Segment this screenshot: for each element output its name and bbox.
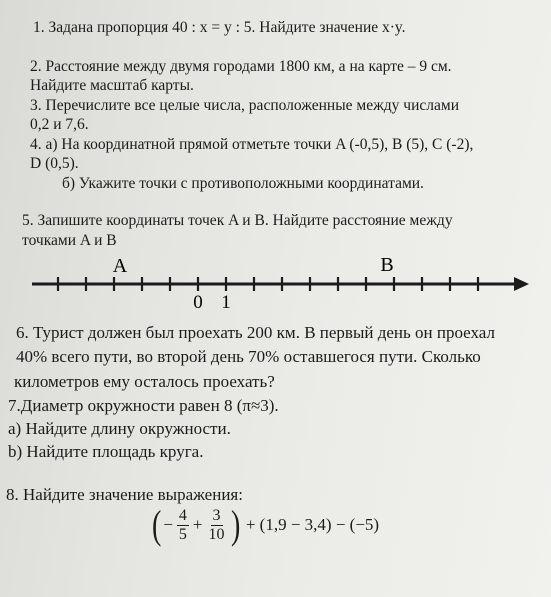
expression-tail: + (1,9 − 3,4) − (−5): [245, 515, 380, 534]
fraction-2-denominator: 10: [208, 525, 225, 543]
task-8: 8. Найдите значение выражения:: [6, 485, 243, 504]
task-3-line-2: 0,2 и 7,6.: [30, 116, 89, 133]
task-6-line-1: 6. Турист должен был проехать 200 км. В первый день он проехал: [16, 323, 495, 342]
tick-label-zero: 0: [193, 292, 203, 313]
task-7b: b) Найдите площадь круга.: [8, 442, 204, 461]
task-2-line-1: 2. Расстояние между двумя городами 1800 км, а на карте – 9 см.: [30, 58, 452, 75]
tick-label-one: 1: [221, 292, 231, 313]
task-4-line-3: б) Укажите точки с противоположными координатами.: [62, 175, 424, 192]
task-4-line-2: D (0,5).: [30, 155, 79, 172]
fraction-three-tenths: [207, 507, 227, 544]
fraction-four-fifths: [177, 507, 189, 544]
task-5-line-2: точками A и B: [22, 232, 117, 249]
task-7a: a) Найдите длину окружности.: [8, 419, 231, 438]
point-b-label: B: [380, 256, 394, 276]
task-3-line-1: 3. Перечислите все целые числа, расположенные между числами: [30, 97, 459, 114]
open-paren: (: [151, 502, 162, 547]
fraction-2-numerator: 3: [212, 506, 221, 524]
task-4-line-1: 4. а) На координатной прямой отметьте точки A (-0,5), B (5), C (-2),: [30, 136, 474, 153]
task-2-line-2: Найдите масштаб карты.: [30, 77, 194, 94]
task-6-line-2: 40% всего пути, во второй день 70% оставшегося пути. Сколько: [16, 347, 481, 366]
expression: [150, 502, 380, 547]
point-a-label: A: [112, 256, 128, 277]
task-7: 7.Диаметр окружности равен 8 (π≈3).: [8, 396, 279, 415]
task-6-line-3: километров ему осталось проехать?: [14, 372, 275, 391]
task-5-line-1: 5. Запишите координаты точек A и B. Найдите расстояние между: [22, 212, 453, 229]
plus-sign: +: [192, 515, 203, 534]
task-1: 1. Задана пропорция 40 : x = y : 5. Найдите значение x·y.: [33, 19, 406, 36]
close-paren: ): [230, 502, 240, 547]
fraction-1-denominator: 5: [178, 525, 187, 543]
number-line-arrowhead: [514, 277, 529, 291]
minus-sign: −: [163, 515, 173, 534]
fraction-1-numerator: 4: [178, 506, 187, 524]
number-line: [30, 256, 530, 314]
